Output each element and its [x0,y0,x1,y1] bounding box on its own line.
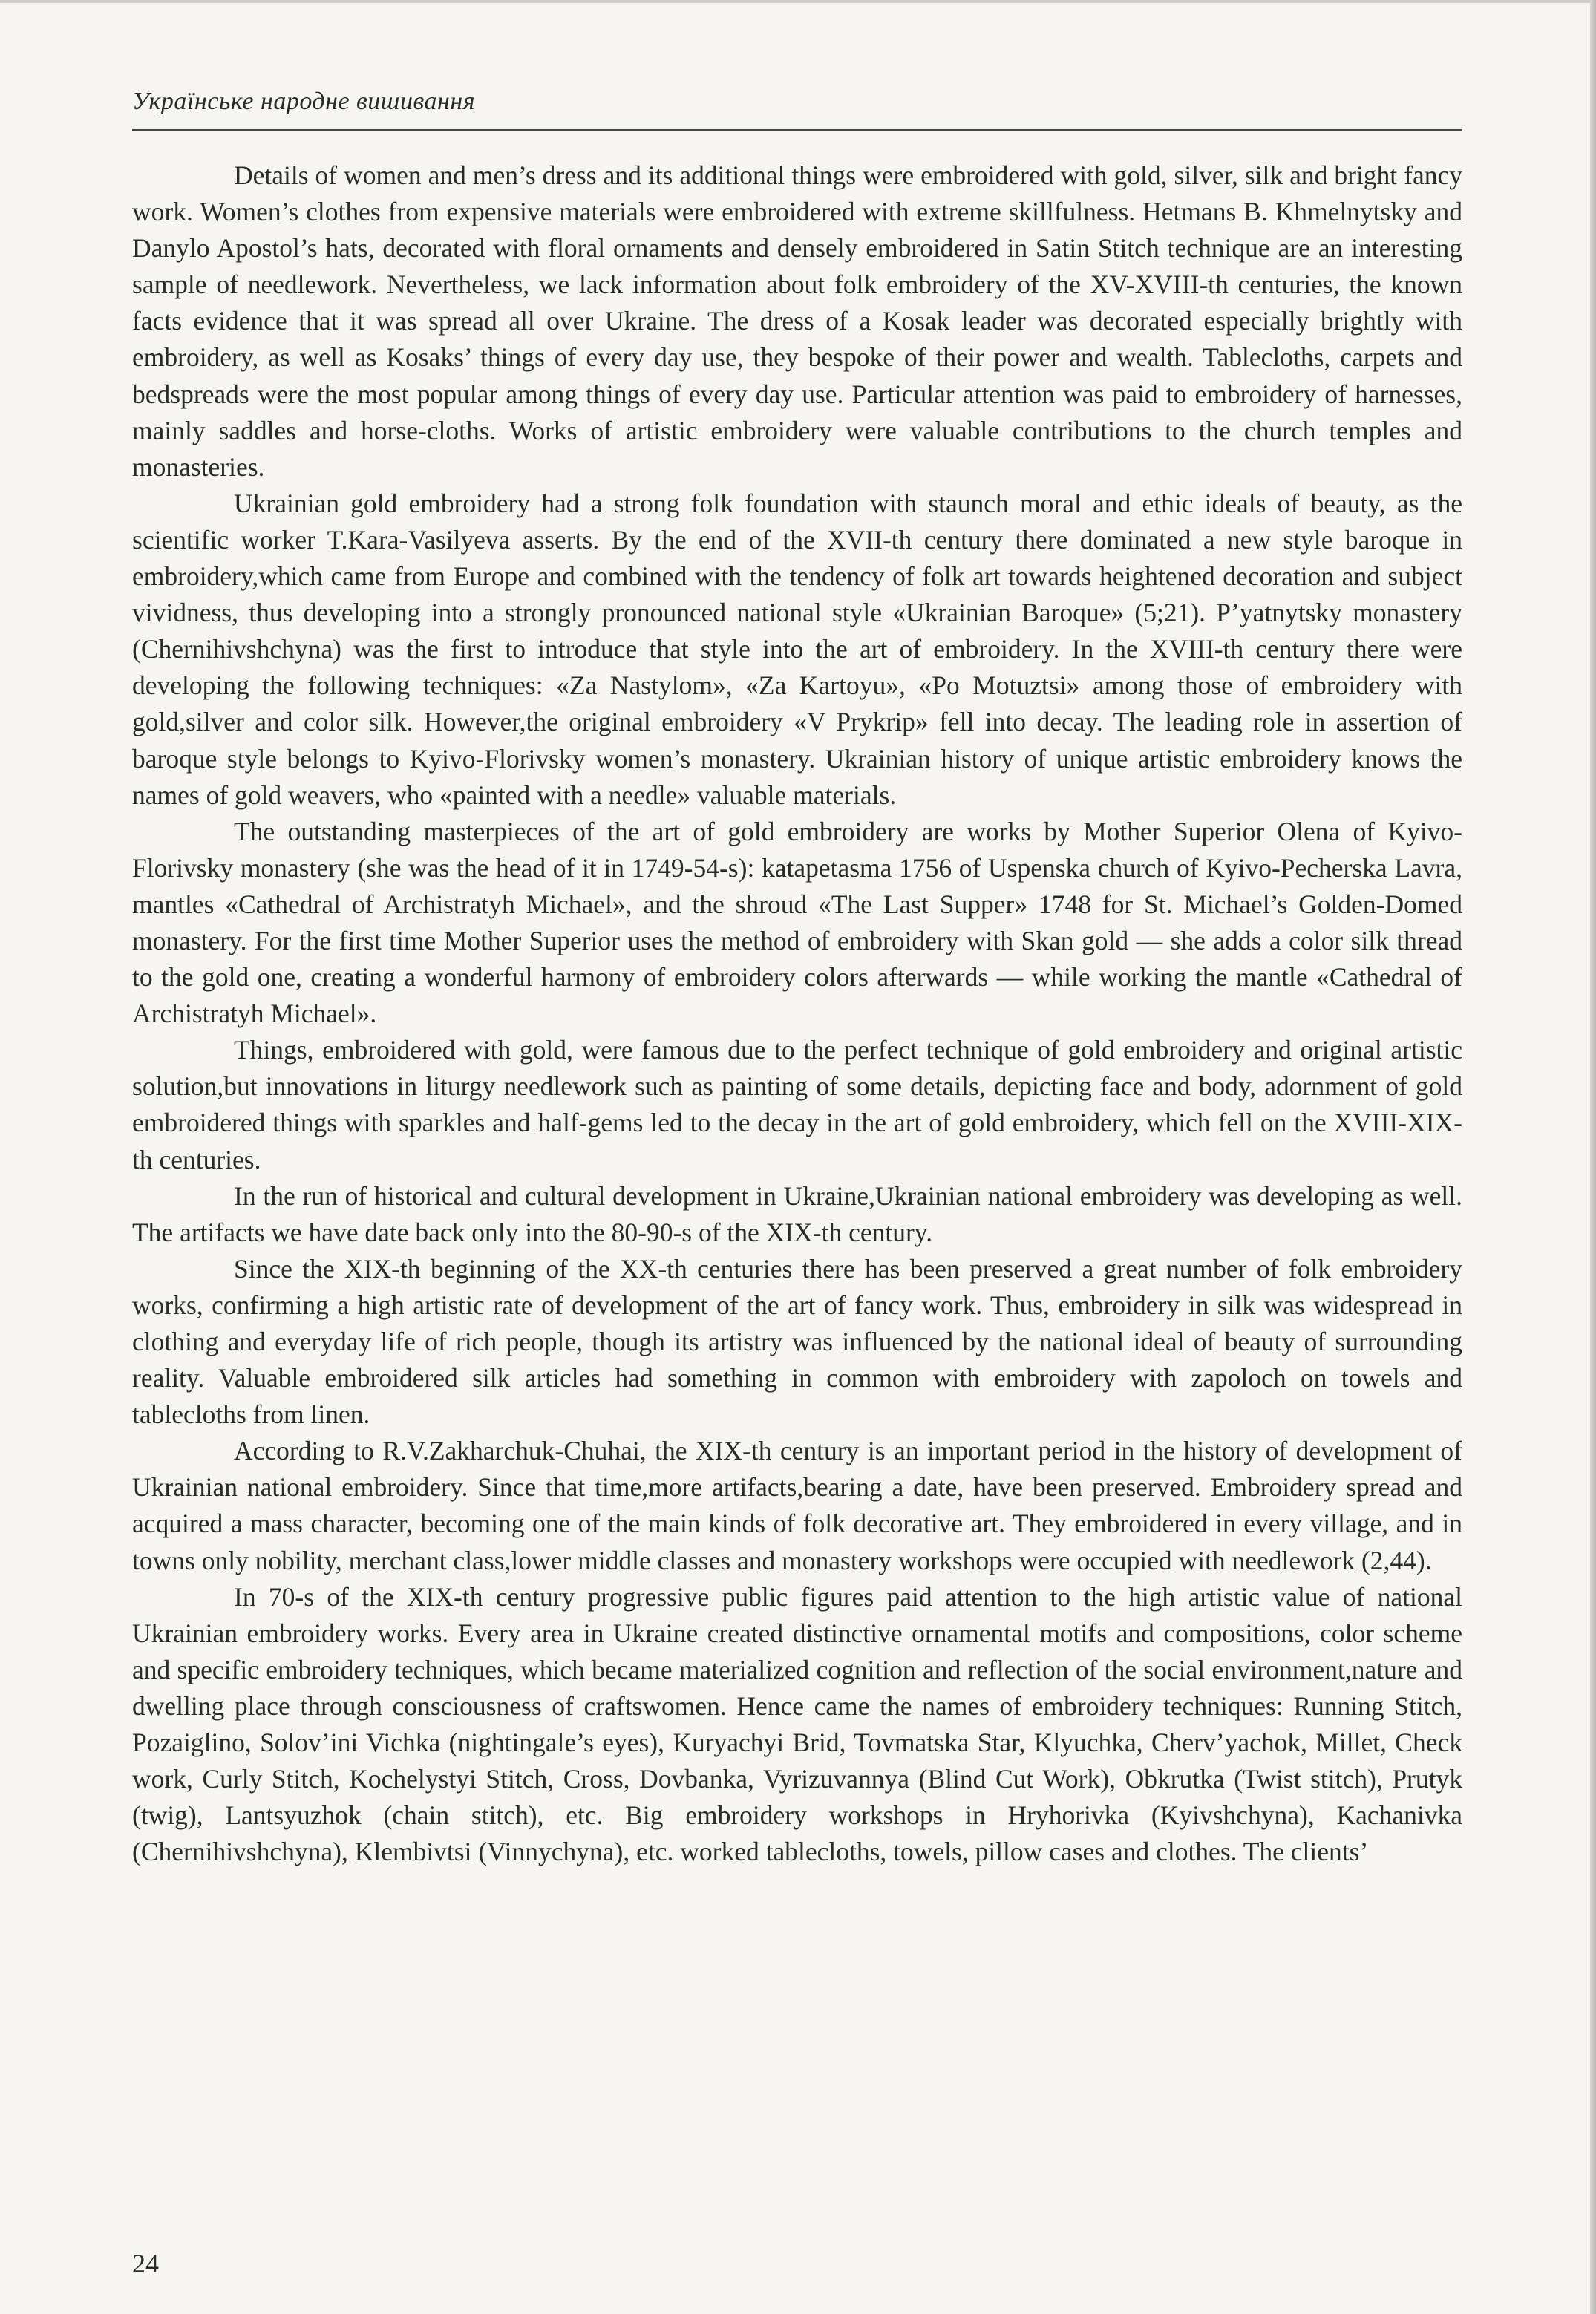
paragraph: The outstanding masterpieces of the art of gold embroidery are works by Mother Superior Olena of Kyivo-Florivsky monastery (she was the head of it in 1749-54-s): katapetasma 1756 of Uspenska church of Kyivo-Pecherska Lavra, mantles «Cathedral of Archistratyh Michael», and the shroud «The Last Supper» 1748 for St. Michael’s Golden-Domed monastery. For the first time Mother Superior uses the method of embroidery with Skan gold — she adds a color silk thread to the gold one, creating a wonderful harmony of embroidery colors afterwards — while working the mantle «Cathedral of Archistratyh Michael». [132,816,1462,1029]
paragraph: Ukrainian gold embroidery had a strong folk foundation with staunch moral and ethic ideals of beauty, as the scientific worker T.Kara-Vasilyeva asserts. By the end of the XVII-th century there dominated a new style baroque in embroidery,which came from Europe and combined with the tendency of folk art towards heightened decoration and subject vividness, thus developing into a strongly pronounced national style «Ukrainian Baroque» (5;21). P’yatnytsky monastery (Chernihivshchyna) was the first to introduce that style into the art of embroidery. In the XVIII-th century there were developing the following techniques: «Za Nastylom», «Za Kartoyu», «Po Motuztsi» among those of embroidery with gold,silver and color silk. However,the original embroidery «V Prykrip» fell into decay. The leading role in assertion of baroque style belongs to Kyivo-Florivsky women’s monastery. Ukrainian history of unique artistic embroidery knows the names of gold weavers, who «painted with a needle» valuable materials. [132,488,1462,810]
page-edge-shadow [1590,0,1596,2314]
paragraph: In the run of historical and cultural development in Ukraine,Ukrainian national embroidery was developing as well. The artifacts we have date back only into the 80-90-s of the XIX-th century. [132,1180,1462,1247]
running-header: Українське народне вишивання [132,88,476,115]
top-edge-shadow [0,0,1596,3]
paragraph: Details of women and men’s dress and its additional things were embroidered with gold, silver, silk and bright fancy work. Women’s clothes from expensive materials were embroidered with extreme skillfulness. Hetmans B. Khmelnytsky and Danylo Apostol’s hats, decorated with floral ornaments and densely embroidered in Satin Stitch technique are an interesting sample of needlework. Nevertheless, we lack information about folk embroidery of the XV-XVIII-th centuries, the known facts evidence that it was spread all over Ukraine. The dress of a Kosak leader was decorated especially brightly with embroidery, as well as Kosaks’ things of every day use, they bespoke of their power and wealth. Tablecloths, carpets and bedspreads were the most popular among things of every day use. Particular attention was paid to embroidery of harnesses, mainly saddles and horse-cloths. Works of artistic embroidery were valuable contributions to the church temples and monasteries. [132,160,1462,482]
paragraph: According to R.V.Zakharchuk-Chuhai, the XIX-th century is an important period in the history of development of Ukrainian national embroidery. Since that time,more artifacts,bearing a date, have been preserved. Embroidery spread and acquired a mass character, becoming one of the main kinds of folk decorative art. They embroidered in every village, and in towns only nobility, merchant class,lower middle classes and monastery workshops were occupied with needlework (2,44). [132,1436,1462,1575]
article-body [132,157,1462,1870]
header-rule [132,129,1462,131]
paragraph: Things, embroidered with gold, were famous due to the perfect technique of gold embroidery and original artistic solution,but innovations in liturgy needlework such as painting of some details, depicting face and body, adornment of gold embroidered things with sparkles and half-gems led to the decay in the art of gold embroidery, which fell on the XVIII-XIX-th centuries. [132,1035,1462,1174]
paragraph: In 70-s of the XIX-th century progressive public figures paid attention to the high artistic value of national Ukrainian embroidery works. Every area in Ukraine created distinctive ornamental motifs and compositions, color scheme and specific embroidery techniques, which became materialized cognition and reflection of the social environment,nature and dwelling place through consciousness of craftswomen. Hence came the names of embroidery techniques: Running Stitch, Pozaiglino, Solov’ini Vichka (nightingale’s eyes), Kuryachyi Brid, Tovmatska Star, Klyuchka, Cherv’yachok, Millet, Check work, Curly Stitch, Kochelystyi Stitch, Cross, Dovbanka, Vyrizuvannya (Blind Cut Work), Obkrutka (Twist stitch), Prutyk (twig), Lantsyuzhok (chain stitch), etc. Big embroidery workshops in Hryhorivka (Kyivshchyna), Kachanivka (Chernihivshchyna), Klembivtsi (Vinnychyna), etc. worked tablecloths, towels, pillow cases and clothes. The clients’ [132,1581,1462,1867]
paragraph: Since the XIX-th beginning of the XX-th centuries there has been preserved a great number of folk embroidery works, confirming a high artistic rate of development of the art of fancy work. Thus, embroidery in silk was widespread in clothing and everyday life of rich people, though its artistry was influenced by the national ideal of beauty of surrounding reality. Valuable embroidered silk articles had something in common with embroidery with zapoloch on towels and tablecloths from linen. [132,1253,1462,1430]
page-number: 24 [132,2249,159,2278]
